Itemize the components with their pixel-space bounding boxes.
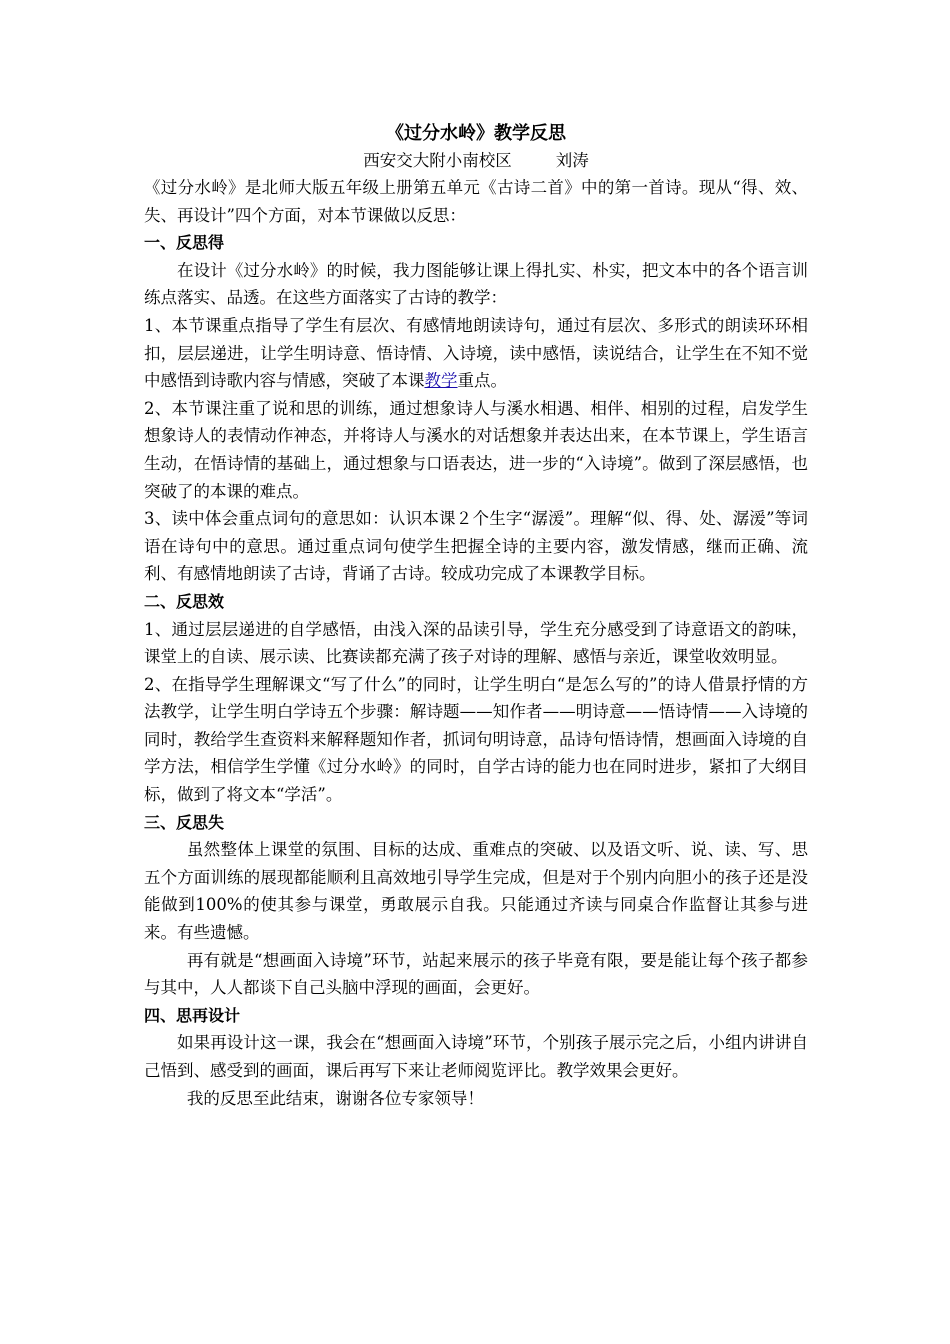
section-heading-effects: 二、反思效: [144, 591, 225, 611]
intro-paragraph: 《过分水岭》是北师大版五年级上册第五单元《古诗二首》中的第一首诗。现从“得、效、失、再设计”四个方面，对本节课做以反思：: [144, 178, 808, 225]
section-heading-gains: 一、反思得: [144, 233, 225, 253]
document-title: 《过分水岭》教学反思: [386, 123, 566, 144]
closing-line: 我的反思至此结束，谢谢各位专家领导！: [186, 1088, 484, 1108]
byline: [144, 148, 808, 174]
gains-paragraph-4: 3、读中体会重点词句的意思如：认识本课２个生字“潺湲”。理解“似、得、处、潺湲”等词语在诗句中的意思。通过重点词句使学生把握全诗的主要内容，激发情感，继而正确、流利、有感情地朗读了古诗，背诵了古诗。较成功完成了本课教学目标。: [144, 509, 808, 584]
gains-paragraph-2-end: 重点。: [457, 371, 507, 391]
effects-paragraph-1: 1、通过层层递进的自学感悟，由浅入深的品读引导，学生充分感受到了诗意语文的韵味，课堂上的自读、展示读、比赛读都充满了孩子对诗的理解、感悟与亲近，课堂收效明显。: [144, 619, 808, 667]
section-heading-redesign: 四、思再设计: [144, 1005, 241, 1025]
gains-paragraph-3: 2、本节课注重了说和思的训练，通过想象诗人与溪水相遇、相伴、相别的过程，启发学生想象诗人的表情动作神态，并将诗人与溪水的对话想象并表达出来，在本节课上，学生语言生动，在悟诗情的基础上，通过想象与口语表达，进一步的“入诗境”。做到了深层感悟，也突破了的本课的难点。: [144, 398, 808, 501]
document-page: [144, 120, 808, 1112]
author-name: 刘涛: [555, 151, 589, 170]
teaching-link[interactable]: 教学: [424, 371, 458, 391]
gains-paragraph-2: [144, 312, 808, 395]
losses-paragraph-1: 虽然整体上课堂的氛围、目标的达成、重难点的突破、以及语文听、说、读、写、思五个方面训练的展现都能顺利且高效地引导学生完成，但是对于个别内向胆小的孩子还是没能做到100%的使其参与课堂，勇敢展示自我。只能通过齐读与同桌合作监督让其参与进来。有些遗憾。: [144, 840, 808, 943]
section-heading-losses: 三、反思失: [144, 812, 225, 832]
losses-paragraph-2: 再有就是“想画面入诗境”环节，站起来展示的孩子毕竟有限，要是能让每个孩子都参与其中，人人都谈下自己头脑中浮现的画面，会更好。: [144, 950, 808, 998]
effects-paragraph-2: 2、在指导学生理解课文“写了什么”的同时，让学生明白“是怎么写的”的诗人借景抒情的方法教学，让学生明白学诗五个步骤：解诗题——知作者——明诗意——悟诗情——入诗境的同时，教给学生查资料来解释题知作者，抓词句明诗意，品诗句悟诗情，想画面入诗境的自学方法，相信学生学懂《过分水岭》的同时，自学古诗的能力也在同时进步，紧扣了大纲目标，做到了将文本“学活”。: [144, 674, 808, 805]
gains-paragraph-2-text: 1、本节课重点指导了学生有层次、有感情地朗读诗句，通过有层次、多形式的朗读环环相扣，层层递进，让学生明诗意、悟诗情、入诗境，读中感悟，读说结合，让学生在不知不觉中感悟到诗歌内容与情感，突破了本课: [144, 315, 808, 391]
gains-paragraph-1: 在设计《过分水岭》的时候，我力图能够让课上得扎实、朴实，把文本中的各个语言训练点落实、品透。在这些方面落实了古诗的教学：: [144, 260, 808, 308]
school-name: 西安交大附小南校区: [363, 151, 512, 170]
redesign-paragraph-1: 如果再设计这一课，我会在“想画面入诗境”环节，个别孩子展示完之后，小组内讲讲自己悟到、感受到的画面，课后再写下来让老师阅览评比。教学效果会更好。: [144, 1033, 808, 1080]
